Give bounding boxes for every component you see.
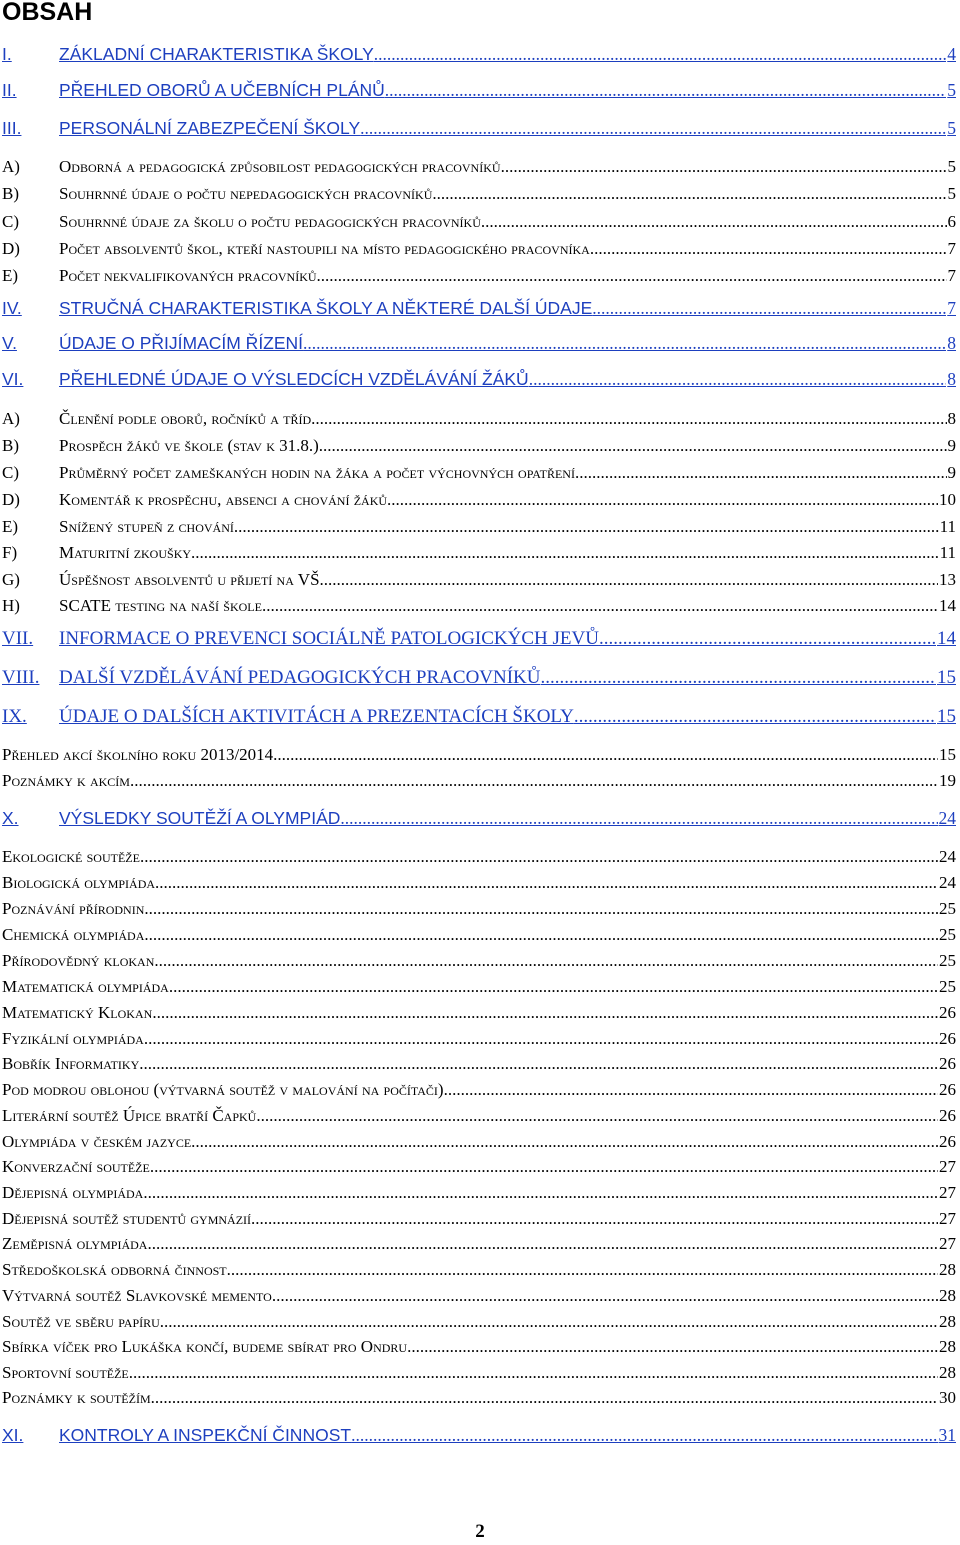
toc-entry-link[interactable] — [2, 1284, 956, 1308]
toc-entry-page: 13 — [939, 570, 956, 589]
toc-chapter-link[interactable] — [2, 806, 956, 830]
toc-chapter-link[interactable] — [2, 627, 956, 651]
toc-entry-number: C) — [2, 463, 19, 482]
toc-dot-leader — [529, 367, 947, 391]
toc-entry-link[interactable] — [2, 1335, 956, 1359]
toc-entry-number: I. — [2, 44, 12, 64]
toc-entry-link[interactable] — [2, 594, 956, 618]
toc-dot-leader — [311, 407, 946, 431]
toc-entry-number: VIII. — [2, 667, 40, 688]
toc-entry-number: D) — [2, 490, 20, 509]
toc-entry-page: 26 — [939, 1106, 956, 1125]
toc-entry-link[interactable] — [2, 1078, 956, 1102]
toc-dot-leader — [599, 627, 936, 651]
toc-dot-leader — [374, 42, 946, 66]
toc-entry-link[interactable] — [2, 1027, 956, 1051]
toc-entry-title: Odborná a pedagogická způsobilost pedagogických pracovníků — [59, 157, 501, 176]
toc-entry-link[interactable] — [2, 407, 956, 431]
toc-entry-title: Biologická olympiáda — [2, 873, 156, 892]
toc-entry-title: Počet nekvalifikovaných pracovníků — [59, 266, 317, 285]
toc-entry-number: A) — [2, 409, 20, 428]
toc-dot-leader — [272, 1284, 938, 1308]
toc-dot-leader — [234, 515, 939, 539]
toc-dot-leader — [385, 78, 946, 102]
toc-entry-number: E) — [2, 266, 19, 285]
toc-dot-leader — [481, 210, 947, 234]
toc-chapter-link[interactable] — [2, 705, 956, 729]
toc-entry-title: Matematický Klokan — [2, 1003, 153, 1022]
toc-entry-title: Souhrnné údaje za školu o počtu pedagogických pracovníků — [59, 212, 481, 231]
toc-entry-number: V. — [2, 333, 17, 353]
toc-entry-page: 5 — [947, 118, 956, 138]
toc-chapter-link[interactable] — [2, 296, 956, 320]
toc-dot-leader — [317, 264, 947, 288]
toc-entry-page: 25 — [939, 925, 956, 944]
toc-entry-title: Soutěž ve sběru papíru — [2, 1312, 160, 1331]
toc-dot-leader — [251, 1207, 938, 1231]
toc-dot-leader — [351, 1423, 937, 1447]
toc-entry-page: 15 — [937, 667, 956, 688]
toc-entry-link[interactable] — [2, 1155, 956, 1179]
toc-entry-title: Poznámky k soutěžím — [2, 1388, 151, 1407]
toc-entry-page: 4 — [947, 44, 956, 64]
toc-entry-title: Zeměpisná olympiáda — [2, 1234, 148, 1253]
toc-dot-leader — [256, 1104, 938, 1128]
toc-entry-number: IV. — [2, 298, 22, 318]
toc-entry-page: 28 — [939, 1286, 956, 1305]
toc-entry-link[interactable] — [2, 1181, 956, 1205]
toc-entry-page: 5 — [947, 157, 956, 176]
toc-dot-leader — [139, 1052, 938, 1076]
toc-dot-leader — [592, 296, 946, 320]
toc-entry-title: PERSONÁLNÍ ZABEZPEČENÍ ŠKOLY — [59, 118, 361, 138]
toc-dot-leader — [143, 1181, 938, 1205]
toc-entry-page: 27 — [939, 1157, 956, 1176]
toc-entry-page: 28 — [939, 1312, 956, 1331]
toc-dot-leader — [340, 806, 937, 830]
toc-entry-number: E) — [2, 517, 19, 536]
toc-dot-leader — [155, 871, 938, 895]
toc-entry-link[interactable] — [2, 237, 956, 261]
toc-entry-title: ÚDAJE O PŘIJÍMACÍM ŘÍZENÍ — [59, 333, 304, 353]
toc-dot-leader — [273, 743, 938, 767]
toc-entry-number: D) — [2, 239, 20, 258]
toc-entry-link[interactable] — [2, 845, 956, 869]
toc-entry-page: 24 — [939, 873, 956, 892]
toc-dot-leader — [144, 897, 938, 921]
toc-entry-page: 7 — [947, 239, 956, 258]
toc-entry-link[interactable] — [2, 1052, 956, 1076]
toc-entry-link[interactable] — [2, 264, 956, 288]
toc-entry-page: 24 — [939, 847, 956, 866]
toc-entry-link[interactable] — [2, 210, 956, 234]
toc-entry-title: PŘEHLEDNÉ ÚDAJE O VÝSLEDCÍCH VZDĚLÁVÁNÍ ŽÁKŮ — [59, 369, 529, 389]
toc-entry-page: 26 — [939, 1054, 956, 1073]
toc-entry-page: 26 — [939, 1029, 956, 1048]
toc-entry-page: 31 — [938, 1425, 956, 1445]
page-number: 2 — [475, 1521, 485, 1542]
toc-entry-link[interactable] — [2, 1104, 956, 1128]
toc-dot-leader — [140, 845, 938, 869]
toc-entry-link[interactable] — [2, 1207, 956, 1231]
toc-entry-link[interactable] — [2, 541, 956, 565]
toc-dot-leader — [541, 666, 936, 690]
toc-entry-title: STRUČNÁ CHARAKTERISTIKA ŠKOLY A NĚKTERÉ DALŠÍ ÚDAJE — [59, 298, 593, 318]
toc-entry-title: Dějepisná soutěž studentů gymnázií — [2, 1209, 252, 1228]
toc-dot-leader — [191, 541, 939, 565]
toc-entry-title: Souhrnné údaje o počtu nepedagogických pracovníků — [59, 184, 433, 203]
toc-entry-page: 14 — [939, 596, 956, 615]
toc-entry-title: Olympiáda v českém jazyce — [2, 1132, 192, 1151]
toc-dot-leader — [579, 461, 946, 485]
toc-entry-page: 28 — [939, 1337, 956, 1356]
toc-dot-leader — [154, 949, 938, 973]
toc-entry-title: Sbírka víček pro Lukáška končí, budeme sbírat pro Ondru — [2, 1337, 408, 1356]
toc-entry-link[interactable] — [2, 515, 956, 539]
toc-dot-leader — [323, 434, 946, 458]
toc-entry-page: 7 — [947, 298, 956, 318]
toc-entry-page: 11 — [939, 517, 956, 536]
toc-entry-page: 8 — [947, 409, 956, 428]
toc-entry-title: Středoškolská odborná činnost — [2, 1260, 227, 1279]
toc-chapter-link[interactable] — [2, 42, 956, 66]
toc-entry-page: 14 — [937, 628, 956, 649]
toc-entry-title: Poznávání přírodnin — [2, 899, 145, 918]
toc-entry-number: H) — [2, 596, 20, 615]
toc-chapter-link[interactable] — [2, 1423, 956, 1447]
toc-dot-leader — [130, 769, 938, 793]
toc-entry-page: 15 — [937, 706, 956, 727]
toc-entry-page: 8 — [947, 333, 956, 353]
toc-dot-leader — [151, 1386, 938, 1410]
toc-entry-link[interactable] — [2, 1232, 956, 1256]
toc-entry-title: VÝSLEDKY SOUTĚŽÍ A OLYMPIÁD — [59, 808, 341, 828]
toc-entry-link[interactable] — [2, 1310, 956, 1334]
toc-dot-leader — [501, 155, 947, 179]
toc-entry-page: 24 — [938, 808, 956, 828]
toc-entry-number: XI. — [2, 1425, 24, 1445]
toc-entry-title: Matematická olympiáda — [2, 977, 169, 996]
toc-dot-leader — [147, 1232, 938, 1256]
toc-entry-link[interactable] — [2, 488, 956, 512]
toc-dot-leader — [144, 923, 938, 947]
toc-entry-title: Maturitní zkoušky — [59, 543, 192, 562]
toc-dot-leader — [574, 705, 936, 729]
toc-entry-number: II. — [2, 80, 17, 100]
toc-dot-leader — [191, 1130, 938, 1154]
toc-dot-leader — [360, 116, 946, 140]
toc-entry-number: B) — [2, 184, 19, 203]
toc-entry-link[interactable] — [2, 975, 956, 999]
toc-entry-page: 9 — [947, 436, 956, 455]
toc-chapter-link[interactable] — [2, 367, 956, 391]
toc-entry-title: Pod modrou oblohou (výtvarná soutěž v malování na počítači) — [2, 1080, 444, 1099]
toc-dot-leader — [444, 1078, 938, 1102]
toc-entry-page: 25 — [939, 899, 956, 918]
toc-entry-page: 26 — [939, 1003, 956, 1022]
toc-entry-title: Poznámky k akcím — [2, 771, 130, 790]
toc-entry-number: III. — [2, 118, 22, 138]
toc-heading: OBSAH — [2, 0, 93, 26]
toc-entry-link[interactable] — [2, 897, 956, 921]
toc-dot-leader — [144, 1027, 938, 1051]
toc-dot-leader — [387, 488, 938, 512]
toc-entry-number: G) — [2, 570, 20, 589]
toc-entry-link[interactable] — [2, 1258, 956, 1282]
toc-entry-title: PŘEHLED OBORŮ A UČEBNÍCH PLÁNŮ — [59, 80, 385, 100]
toc-entry-link[interactable] — [2, 1130, 956, 1154]
toc-entry-page: 10 — [939, 490, 956, 509]
toc-entry-page: 27 — [939, 1209, 956, 1228]
toc-entry-page: 6 — [947, 212, 956, 231]
toc-entry-title: SCATE testing na naší škole — [59, 596, 262, 615]
toc-entry-title: Chemická olympiáda — [2, 925, 145, 944]
toc-entry-link[interactable] — [2, 1361, 956, 1385]
toc-entry-page: 5 — [947, 80, 956, 100]
toc-entry-title: Snížený stupeň z chování — [59, 517, 234, 536]
toc-entry-link[interactable] — [2, 434, 956, 458]
toc-entry-title: Bobřík Informatiky — [2, 1054, 140, 1073]
toc-entry-title: Konverzační soutěže — [2, 1157, 150, 1176]
toc-entry-number: VII. — [2, 628, 34, 649]
toc-chapter-link[interactable] — [2, 331, 956, 355]
toc-dot-leader — [150, 1155, 938, 1179]
toc-entry-title: Sportovní soutěže — [2, 1363, 129, 1382]
toc-entry-page: 27 — [939, 1183, 956, 1202]
toc-entry-link[interactable] — [2, 1386, 956, 1410]
toc-entry-page: 26 — [939, 1132, 956, 1151]
toc-entry-link[interactable] — [2, 769, 956, 793]
toc-entry-page: 9 — [947, 463, 956, 482]
toc-dot-leader — [407, 1335, 938, 1359]
toc-entry-title: Přírodovědný klokan — [2, 951, 155, 970]
toc-dot-leader — [303, 331, 946, 355]
toc-entry-page: 5 — [947, 184, 956, 203]
toc-dot-leader — [169, 975, 938, 999]
toc-entry-page: 25 — [939, 977, 956, 996]
toc-entry-page: 15 — [939, 745, 956, 764]
toc-entry-title: Členění podle oborů, ročníků a tříd — [59, 409, 312, 428]
toc-entry-page: 11 — [939, 543, 956, 562]
toc-entry-title: Dějepisná olympiáda — [2, 1183, 144, 1202]
toc-entry-title: ÚDAJE O DALŠÍCH AKTIVITÁCH A PREZENTACÍCH ŠKOLY — [59, 706, 574, 727]
toc-entry-title: Prospěch žáků ve škole (stav k 31.8.). — [59, 436, 324, 455]
toc-entry-link[interactable] — [2, 923, 956, 947]
toc-chapter-link[interactable] — [2, 666, 956, 690]
toc-entry-link[interactable] — [2, 155, 956, 179]
toc-entry-number: X. — [2, 808, 19, 828]
toc-chapter-link[interactable] — [2, 116, 956, 140]
toc-entry-title: INFORMACE O PREVENCI SOCIÁLNĚ PATOLOGICKÝCH JEVŮ — [59, 628, 599, 649]
toc-dot-leader — [262, 594, 938, 618]
toc-entry-link[interactable] — [2, 461, 956, 485]
toc-entry-page: 28 — [939, 1363, 956, 1382]
toc-entry-title: ZÁKLADNÍ CHARAKTERISTIKA ŠKOLY — [59, 44, 374, 64]
toc-entry-title: Literární soutěž Úpice bratří Čapků — [2, 1106, 257, 1125]
toc-entry-link[interactable] — [2, 182, 956, 206]
toc-entry-number: IX. — [2, 706, 27, 727]
toc-entry-page: 7 — [947, 266, 956, 285]
toc-entry-page: 19 — [939, 771, 956, 790]
toc-entry-link[interactable] — [2, 568, 956, 592]
toc-entry-title: Přehled akcí školního roku 2013/2014 — [2, 745, 274, 764]
toc-entry-page: 26 — [939, 1080, 956, 1099]
toc-entry-link[interactable] — [2, 743, 956, 767]
toc-dot-leader — [320, 568, 938, 592]
toc-entry-number: B) — [2, 436, 19, 455]
toc-entry-page: 25 — [939, 951, 956, 970]
toc-entry-link[interactable] — [2, 871, 956, 895]
toc-dot-leader — [160, 1310, 938, 1334]
toc-entry-title: Výtvarná soutěž Slavkovské memento — [2, 1286, 272, 1305]
toc-entry-number: F) — [2, 543, 18, 562]
toc-dot-leader — [129, 1361, 938, 1385]
toc-entry-page: 27 — [939, 1234, 956, 1253]
toc-dot-leader — [432, 182, 946, 206]
toc-chapter-link[interactable] — [2, 78, 956, 102]
toc-entry-title: Počet absolventů škol, kteří nastoupili na místo pedagogického pracovníka — [59, 239, 590, 258]
toc-entry-title: Fyzikální olympiáda — [2, 1029, 144, 1048]
toc-dot-leader — [152, 1001, 938, 1025]
toc-dot-leader — [227, 1258, 938, 1282]
toc-entry-number: C) — [2, 212, 19, 231]
toc-entry-number: VI. — [2, 369, 24, 389]
toc-entry-number: A) — [2, 157, 20, 176]
toc-entry-title: KONTROLY A INSPEKČNÍ ČINNOST — [59, 1425, 352, 1445]
toc-entry-title: Úspěšnost absolventů u přijetí na VŠ — [59, 570, 320, 589]
toc-entry-title: DALŠÍ VZDĚLÁVÁNÍ PEDAGOGICKÝCH PRACOVNÍKŮ — [59, 667, 541, 688]
toc-entry-title: Průměrný počet zameškaných hodin na žáka a počet výchovných opatření. — [59, 463, 580, 482]
toc-entry-page: 8 — [947, 369, 956, 389]
toc-entry-page: 28 — [939, 1260, 956, 1279]
toc-entry-title: Ekologické soutěže — [2, 847, 140, 866]
toc-entry-page: 30 — [939, 1388, 956, 1407]
toc-entry-link[interactable] — [2, 1001, 956, 1025]
toc-entry-title: Komentář k prospěchu, absenci a chování žáků — [59, 490, 388, 509]
toc-entry-link[interactable] — [2, 949, 956, 973]
toc-dot-leader — [590, 237, 947, 261]
